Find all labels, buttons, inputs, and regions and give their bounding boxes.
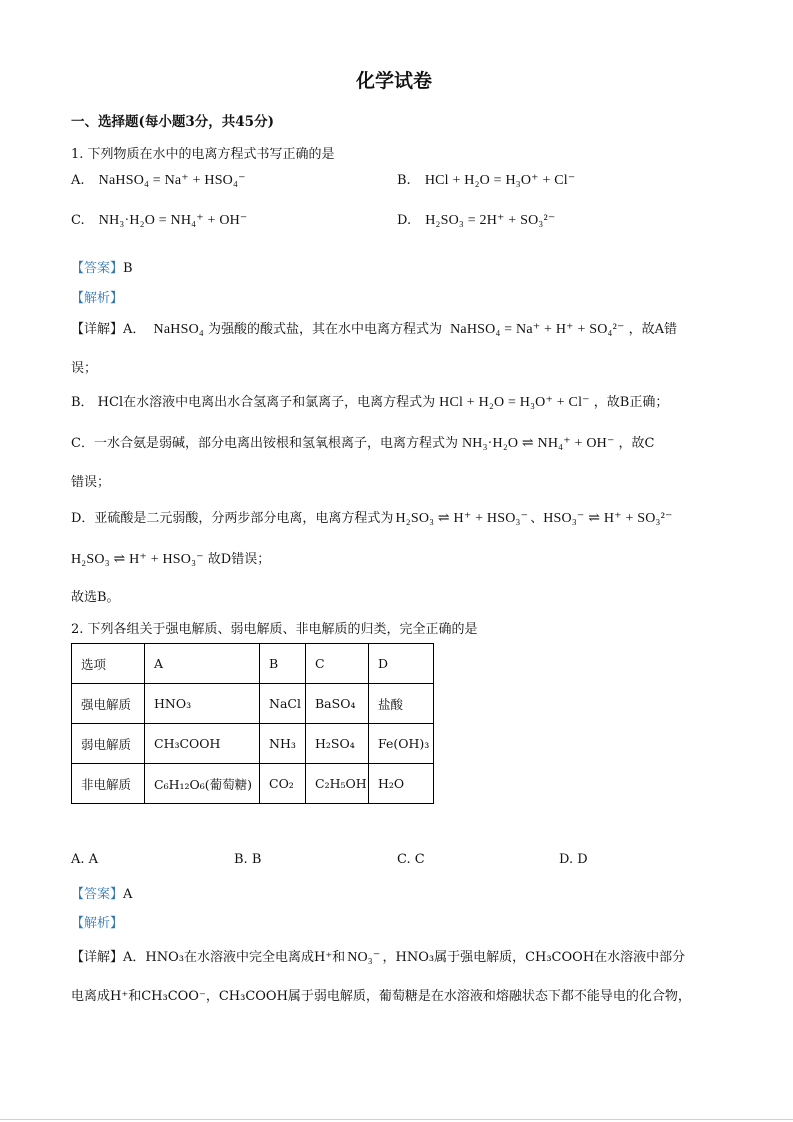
table-header-row [72, 644, 434, 684]
table-cell: HNO₃ [145, 684, 260, 724]
q1-detail-a [71, 318, 677, 338]
page-title: 化学试卷 [356, 70, 433, 92]
detail-text: D．亚硫酸是二元弱酸，分两步部分电离，电离方程式为 [71, 511, 394, 526]
table-cell: C [306, 644, 369, 684]
table-cell: NaCl [260, 684, 306, 724]
q1-detail-c-cont: 错误； [71, 475, 111, 490]
detail-text: C．一水合氨是弱碱，部分电离出铵根和氢氧根离子，电离方程式为 [71, 436, 458, 451]
formula-no3: NO₃⁻ [347, 950, 381, 965]
table-cell: 强电解质 [72, 684, 145, 724]
q1-option-a [71, 172, 246, 189]
q2-option-a: A. A [71, 852, 99, 867]
answer-bracket: 【答案】 [71, 261, 124, 276]
option-label: B. [397, 173, 411, 188]
q2-option-d: D. D [559, 852, 588, 867]
answer-value: B [123, 261, 133, 276]
q1-conclusion: 故选B。 [71, 590, 120, 605]
table-cell: H₂O [369, 764, 434, 804]
table-cell: Fe(OH)₃ [369, 724, 434, 764]
formula-nahso4: NaHSO₄ [153, 322, 204, 337]
option-label: A. [71, 173, 85, 188]
q1-option-d [397, 212, 555, 229]
page-bottom-rule [0, 1119, 793, 1120]
option-formula: H₂SO₃ = 2H⁺ + SO₃²⁻ [425, 213, 556, 228]
q1-option-c [71, 212, 248, 229]
formula-h2so3: H₂SO₃ ⇌ H⁺ + HSO₃⁻ [71, 552, 204, 567]
detail-bracket: 【详解】 [71, 950, 124, 965]
detail-text: ，故B正确； [593, 395, 669, 410]
table-cell: BaSO₄ [306, 684, 369, 724]
table-cell: C₂H₅OH [306, 764, 369, 804]
table-cell: A [145, 644, 260, 684]
q2-answer [71, 883, 132, 902]
q2-detail-line2: 电离成H⁺和CH₃COO⁻，CH₃COOH属于弱电解质，葡萄糖是在水溶液和熔融状态下都不能导电的化合物， [71, 989, 691, 1004]
q1-detail-d [71, 507, 673, 527]
formula-hso3-step2: HSO₃⁻ ⇌ H⁺ + SO₃²⁻ [543, 511, 673, 526]
formula-h2so3-step1: H₂SO₃ ⇌ H⁺ + HSO₃⁻ [395, 511, 529, 526]
q1-detail-c [71, 432, 655, 452]
option-formula: HCl + H₂O = H₃O⁺ + Cl⁻ [424, 173, 576, 188]
question-2-stem: 2. 下列各组关于强电解质、弱电解质、非电解质的归类，完全正确的是 [71, 622, 478, 637]
question-1-stem: 1. 下列物质在水中的电离方程式书写正确的是 [71, 147, 335, 162]
table-cell: NH₃ [260, 724, 306, 764]
table-cell: H₂SO₄ [306, 724, 369, 764]
detail-text: A． [123, 322, 146, 337]
q2-option-c: C. C [397, 852, 425, 867]
table-row [72, 764, 434, 804]
answer-value: A [123, 887, 133, 902]
table-cell: 非电解质 [72, 764, 145, 804]
detail-text: 故D错误； [207, 552, 271, 567]
table-row [72, 684, 434, 724]
option-label: C. [71, 213, 85, 228]
q1-detail-a-cont: 误； [71, 361, 98, 376]
q1-detail-d-cont [71, 548, 270, 568]
detail-text: A．HNO₃在水溶液中完全电离成H⁺和 [123, 950, 346, 965]
section-heading: 一、选择题(每小题3分，共45分) [71, 114, 274, 130]
q1-answer [71, 257, 133, 276]
formula-nh3: NH₃·H₂O ⇌ NH₄⁺ + OH⁻ [461, 436, 615, 451]
option-formula: NaHSO₄ = Na⁺ + HSO₄⁻ [98, 173, 246, 188]
table-cell: 盐酸 [369, 684, 434, 724]
q2-detail-line1 [71, 946, 685, 966]
q1-option-b [397, 172, 575, 189]
q1-detail-b [71, 391, 668, 411]
table-cell: B [260, 644, 306, 684]
table-cell: CH₃COOH [145, 724, 260, 764]
option-formula: NH₃·H₂O = NH₄⁺ + OH⁻ [98, 213, 248, 228]
detail-text: 为强酸的酸式盐，其在水中电离方程式为 [207, 322, 442, 337]
formula-nahso4-ionization: NaHSO₄ = Na⁺ + H⁺ + SO₄²⁻ [450, 322, 625, 337]
detail-text: ，故C [618, 436, 655, 451]
formula-hcl: HCl + H₂O = H₃O⁺ + Cl⁻ [439, 395, 590, 410]
table-cell: D [369, 644, 434, 684]
q1-analysis-bracket: 【解析】 [71, 291, 124, 306]
table-cell: CO₂ [260, 764, 306, 804]
detail-text: ，故A错 [628, 322, 677, 337]
table-cell: C₆H₁₂O₆(葡萄糖) [145, 764, 260, 804]
answer-bracket: 【答案】 [71, 887, 124, 902]
q2-option-b: B. B [234, 852, 262, 867]
table-cell: 选项 [72, 644, 145, 684]
table-row [72, 724, 434, 764]
option-label: D. [397, 213, 412, 228]
table-cell: 弱电解质 [72, 724, 145, 764]
q2-analysis-bracket: 【解析】 [71, 916, 124, 931]
detail-text: B． HCl在水溶液中电离出水合氢离子和氯离子，电离方程式为 [71, 395, 436, 410]
electrolyte-table [71, 643, 434, 804]
detail-bracket: 【详解】 [71, 322, 124, 337]
detail-text: ，HNO₃属于强电解质，CH₃COOH在水溶液中部分 [382, 950, 686, 965]
separator: 、 [530, 511, 544, 526]
